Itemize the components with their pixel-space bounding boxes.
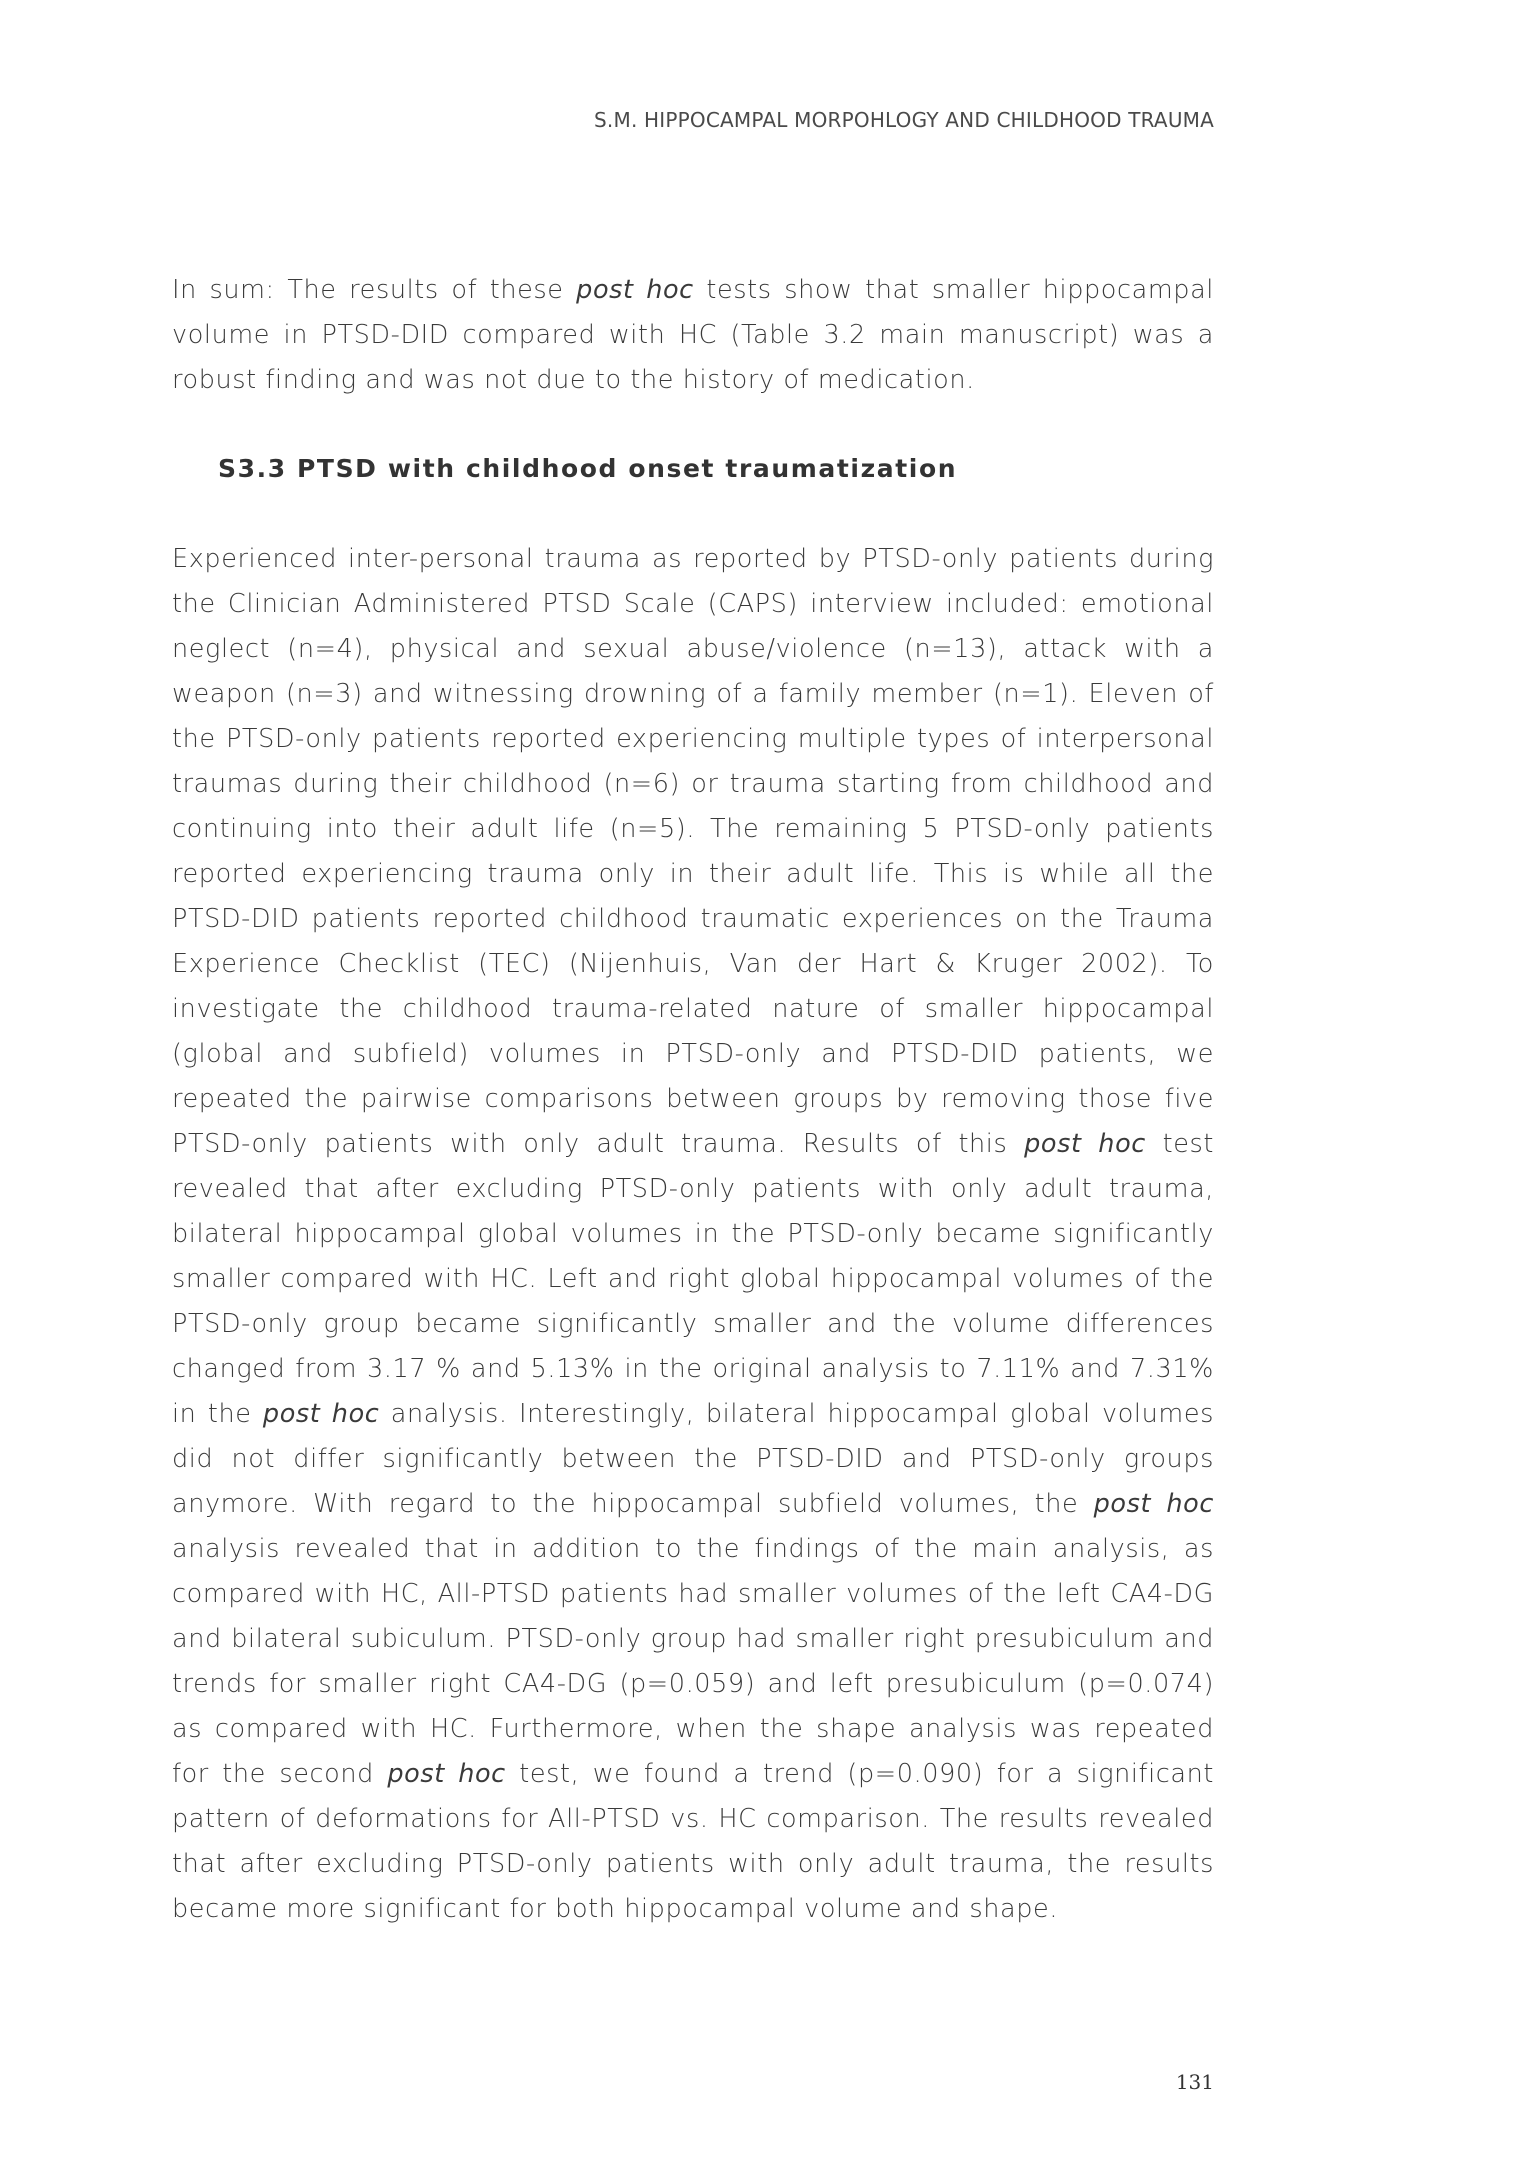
text-run: tests show that smaller hippocampal volume in PTSD-DID compared with HC (Table 3.2 main manuscript) was a robust finding and was not due to the history of medication. (172, 275, 1214, 395)
text-run: test, we found a trend (p=0.090) for a significant pattern of deformations for All-PTSD vs. HC comparison. The results revealed that after excluding PTSD-only patients with only adult trauma, the results became more significant for both hippocampal volume and shape. (172, 1759, 1215, 1924)
italic-term: post hoc (262, 1399, 380, 1429)
text-run: In sum: The results of these (172, 275, 577, 305)
body-paragraph (172, 537, 1214, 1932)
page-number: 131 (1175, 2070, 1214, 2094)
italic-term: post hoc (387, 1759, 506, 1789)
text-run: analysis. Interestingly, bilateral hippocampal global volumes did not differ significantly between the PTSD-DID and PTSD-only groups anymore. With regard to the hippocampal subfield volumes, the (172, 1399, 1214, 1519)
running-header: S.M. HIPPOCAMPAL MORPOHLOGY AND CHILDHOOD TRAUMA (594, 108, 1214, 132)
text-run: test revealed that after excluding PTSD-only patients with only adult trauma, bilateral hippocampal global volumes in the PTSD-only became significantly smaller compared with HC. Left and right global hippocampal volumes of the PTSD-only group became significantly smaller and the volume differences changed from 3.17 % and 5.13% in the original analysis to 7.11% and 7.31% in the (172, 1129, 1215, 1429)
text-run: Experienced inter-personal trauma as reported by PTSD-only patients during the Clinician Administered PTSD Scale (CAPS) interview included: emotional neglect (n=4), physical and sexual abuse/violence (n=13), attack with a weapon (n=3) and witnessing drowning of a family member (n=1). Eleven of the PTSD-only patients reported experiencing multiple types of interpersonal traumas during their childhood (n=6) or trauma starting from childhood and continuing into their adult life (n=5). The remaining 5 PTSD-only patients reported experiencing trauma only in their adult life. This is while all the PTSD-DID patients reported childhood traumatic experiences on the Trauma Experience Checklist (TEC) (Nijenhuis, Van der Hart & Kruger 2002). To investigate the childhood trauma-related nature of smaller hippocampal (global and subfield) volumes in PTSD-only and PTSD-DID patients, we repeated the pairwise comparisons between groups by removing those five PTSD-only patients with only adult trauma. Results of this (172, 544, 1214, 1159)
italic-term: post hoc (576, 275, 694, 305)
summary-paragraph (172, 268, 1214, 403)
section-heading: S3.3 PTSD with childhood onset traumatization (218, 454, 958, 483)
page-body (172, 268, 1214, 1932)
italic-term: post hoc (1093, 1489, 1214, 1519)
italic-term: post hoc (1024, 1129, 1146, 1159)
text-run: analysis revealed that in addition to the findings of the main analysis, as compared with HC, All-PTSD patients had smaller volumes of the left CA4-DG and bilateral subiculum. PTSD-only group had smaller right presubiculum and trends for smaller right CA4-DG (p=0.059) and left presubiculum (p=0.074) as compared with HC. Furthermore, when the shape analysis was repeated for the second (172, 1534, 1214, 1789)
